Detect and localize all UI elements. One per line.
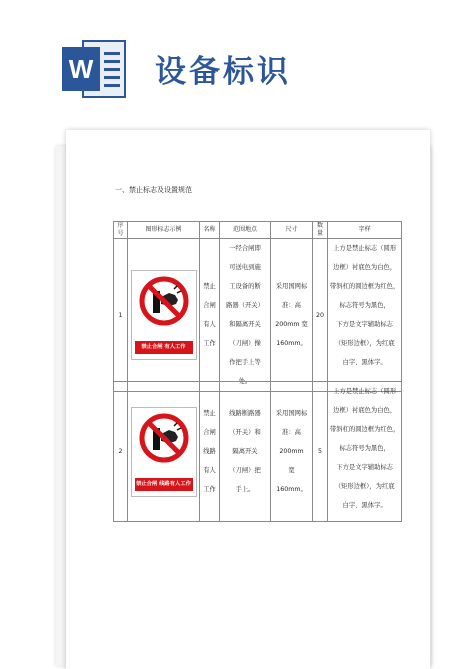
wording-cell: 上方是禁止标志（圆形 边框）衬底色为白色， 带斜杠的圆边框为红色， 标志符号为黑色， 下方是文字辅助标志 （矩形边框），为红底 白字、黑体字。 [328,239,402,392]
sign-example-cell [128,382,200,522]
prohibition-sign [131,270,197,360]
header [0,0,474,110]
size-cell: 采用国网标 准：高 200mm 宽 160mm。 [271,239,313,392]
column-header: 字样 [328,222,402,239]
wording-cell: 上方是禁止标志（圆形 边框）衬底色为白色， 带斜杠的圆边框为红色， 标志符号为黑色， 下方是文字辅助标志 （矩形边框），为红底 白字、黑体字。 [328,382,402,522]
table-row [114,239,402,392]
row-number: 2 [114,382,128,522]
table-header-row [114,222,402,239]
document-page [66,130,430,669]
column-header: 尺寸 [271,222,313,239]
name-cell: 禁止 合闸 有人 工作 [200,239,220,392]
sign-plate-text: 禁止合闸 有人工作 [135,341,193,354]
row-number: 1 [114,239,128,392]
quantity-cell: 5 [313,382,328,522]
table-row [114,382,402,522]
page-title: 设备标识 [155,54,291,90]
name-cell: 禁止 合闸 线路 有人 工作 [200,382,220,522]
prohibition-sign-table [113,221,402,392]
prohibition-sign [131,407,197,497]
quantity-cell: 20 [313,239,328,392]
location-cell: 一经合闸即 可送电到施 工设备的断 路器（开关） 和隔离开关 （刀闸）操 作把手上等 处。 [220,239,271,392]
word-icon [62,40,126,98]
section-title: 一、禁止标志及设置规范 [115,186,192,194]
column-header: 数量 [313,222,328,239]
sign-plate-text: 禁止合闸 线路有人工作 [135,478,193,491]
column-header: 名称 [200,222,220,239]
size-cell: 采用国网标 准：高 200mm 宽 160mm。 [271,382,313,522]
column-header: 序号 [114,222,128,239]
prohibition-sign-table-continued [113,381,402,522]
sign-example-cell [128,239,200,392]
location-cell: 线路断路器 （开关）和 隔离开关 （刀闸）把 手上。 [220,382,271,522]
word-badge: W [62,47,100,91]
column-header: 范围地点 [220,222,271,239]
no-switching-icon [138,412,190,464]
no-switching-icon [138,275,190,327]
column-header: 图形标志示例 [128,222,200,239]
